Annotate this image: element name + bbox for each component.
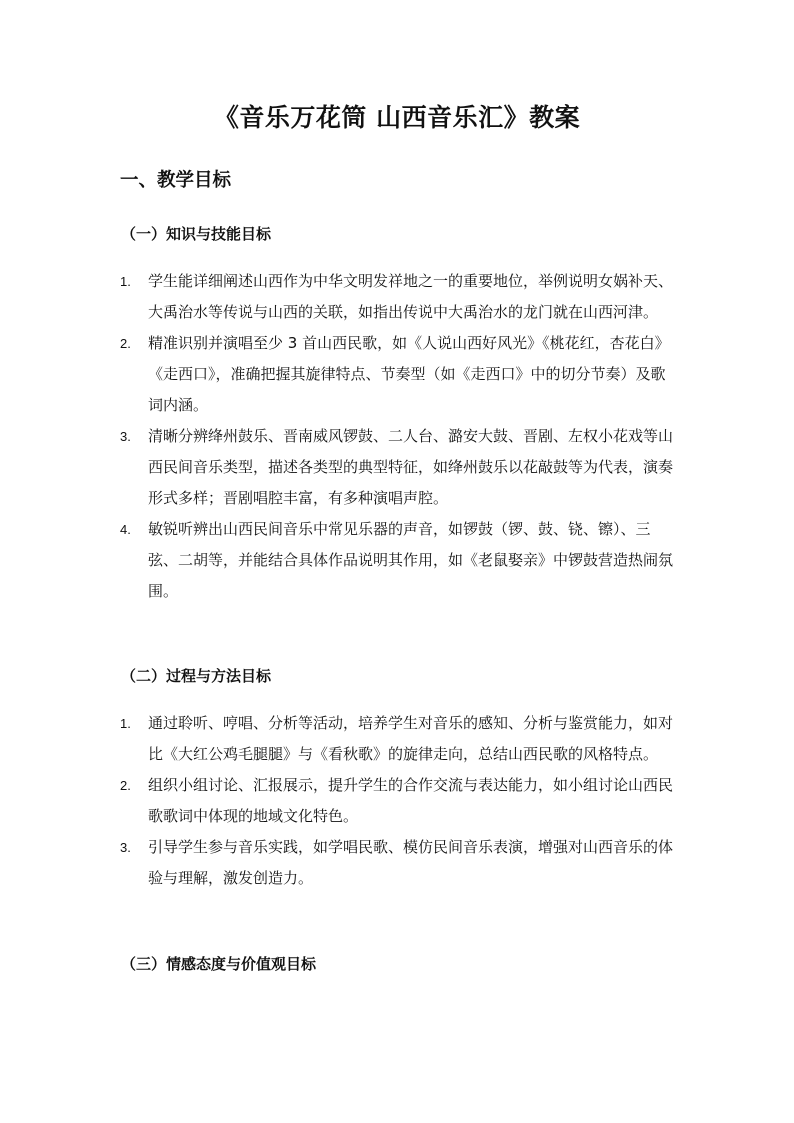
list-item-number: 1. [120, 274, 131, 289]
list-item [120, 328, 680, 421]
list-item-number: 4. [120, 522, 131, 537]
list-item [120, 514, 680, 607]
list-item-number: 3. [120, 429, 131, 444]
list-item-text: 引导学生参与音乐实践，如学唱民歌、模仿民间音乐表演，增强对山西音乐的体验与理解，激发创造力。 [148, 838, 674, 887]
subheading-knowledge-skills: （一）知识与技能目标 [121, 225, 272, 243]
list-item-text: 精准识别并演唱至少 3 首山西民歌，如《人说山西好风光》《桃花红，杏花白》《走西口》，准确把握其旋律特点、节奏型（如《走西口》中的切分节奏）及歌词内涵。 [148, 334, 670, 414]
list-item [120, 770, 680, 832]
list-item-number: 2. [120, 778, 131, 793]
subheading-emotion-values: （三）情感态度与价值观目标 [121, 955, 317, 973]
process-methods-list [120, 708, 680, 894]
list-item-text: 通过聆听、哼唱、分析等活动，培养学生对音乐的感知、分析与鉴赏能力，如对比《大红公鸡毛腿腿》与《看秋歌》的旋律走向，总结山西民歌的风格特点。 [148, 714, 674, 763]
list-item-number: 3. [120, 840, 131, 855]
section-heading-teaching-goals: 一、教学目标 [120, 170, 232, 191]
list-item [120, 421, 680, 514]
list-item-text: 学生能详细阐述山西作为中华文明发祥地之一的重要地位，举例说明女娲补天、大禹治水等传说与山西的关联，如指出传说中大禹治水的龙门就在山西河津。 [148, 272, 674, 321]
document-title: 《音乐万花筒 山西音乐汇》教案 [213, 103, 581, 132]
list-item-text: 敏锐听辨出山西民间音乐中常见乐器的声音，如锣鼓（锣、鼓、铙、镲）、三弦、二胡等，并能结合具体作品说明其作用，如《老鼠娶亲》中锣鼓营造热闹氛围。 [148, 520, 674, 600]
subheading-process-methods: （二）过程与方法目标 [121, 667, 272, 685]
knowledge-skills-list [120, 266, 680, 607]
list-item [120, 708, 680, 770]
list-item-text: 组织小组讨论、汇报展示，提升学生的合作交流与表达能力，如小组讨论山西民歌歌词中体现的地域文化特色。 [148, 776, 674, 825]
list-item [120, 266, 680, 328]
list-item [120, 832, 680, 894]
list-item-number: 2. [120, 336, 131, 351]
list-item-number: 1. [120, 716, 131, 731]
list-item-text: 清晰分辨绛州鼓乐、晋南威风锣鼓、二人台、潞安大鼓、晋剧、左权小花戏等山西民间音乐类型，描述各类型的典型特征，如绛州鼓乐以花敲鼓等为代表，演奏形式多样；晋剧唱腔丰富，有多种演唱声腔。 [148, 427, 674, 507]
